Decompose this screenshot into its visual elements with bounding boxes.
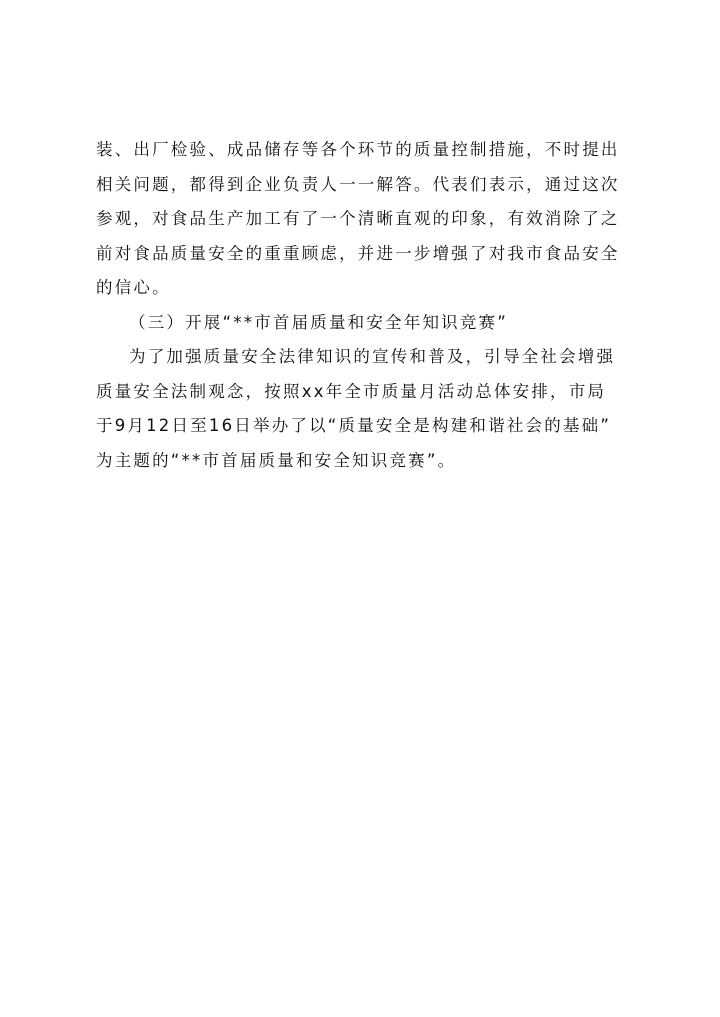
paragraph-line: 装、出厂检验、成品储存等各个环节的质量控制措施，不时提出 (96, 140, 620, 159)
paragraph-line: 质量安全法制观念，按照xx年全市质量月活动总体安排，市局 (96, 381, 607, 401)
paragraph-line: 参观，对食品生产加工有了一个清晰直观的印象，有效消除了之 (96, 209, 620, 228)
paragraph-line: 于9月12日至16日举办了以“质量安全是构建和谐社会的基础” (96, 416, 612, 435)
paragraph-line: 为了加强质量安全法律知识的宣传和普及，引导全社会增强 (129, 347, 616, 366)
paragraph-line: 相关问题，都得到企业负责人一一解答。代表们表示，通过这次 (96, 174, 620, 194)
paragraph-line: 的信心。 (96, 278, 171, 297)
section-heading: （三）开展“**市首届质量和安全年知识竞赛” (129, 312, 508, 332)
paragraph-line: 为主题的“**市首届质量和安全知识竞赛”。 (96, 450, 457, 470)
document-body (96, 133, 644, 478)
paragraph-line: 前对食品质量安全的重重顾虑，并进一步增强了对我市食品安全 (96, 243, 620, 263)
